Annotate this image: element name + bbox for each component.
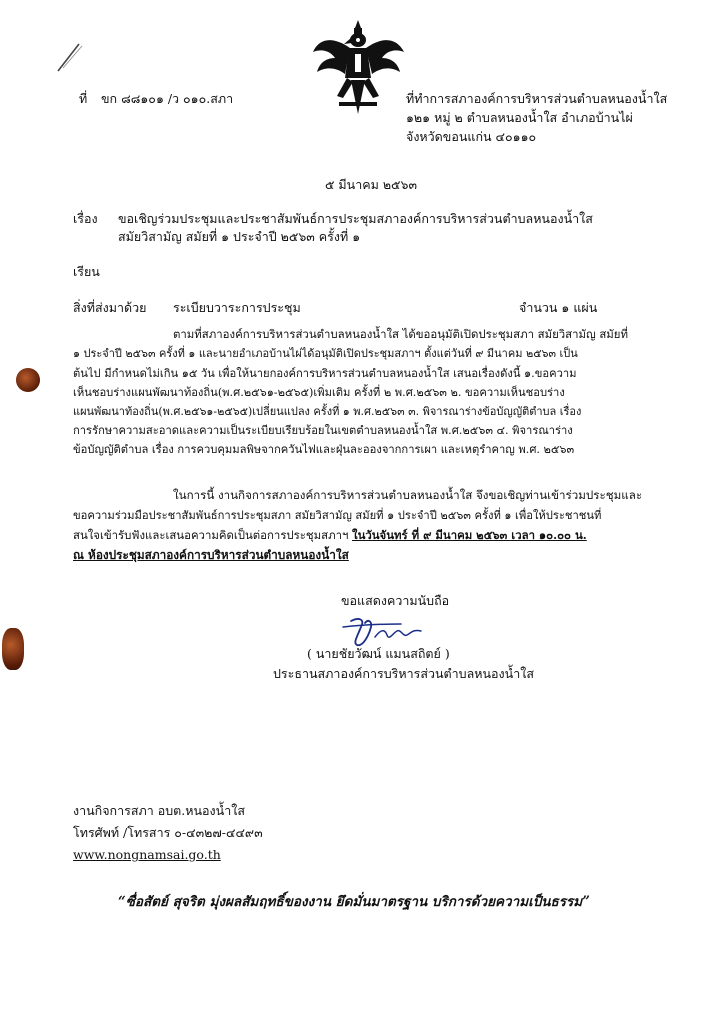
to-label: เรียน <box>73 264 100 279</box>
closing: ขอแสดงความนับถือ <box>341 593 450 608</box>
ref-number: ขก ๘๘๑๐๑ /ว ๐๑๐.สภา <box>101 91 234 106</box>
letter-date: ๕ มีนาคม ๒๕๖๓ <box>325 177 417 192</box>
garuda-emblem-icon <box>311 18 406 118</box>
footer-dept: งานกิจการสภา อบต.หนองน้ำใส <box>73 803 245 818</box>
paragraph1-line-5: แผนพัฒนาท้องถิ่น(พ.ศ.๒๕๖๑-๒๕๖๕)เปลี่ยนแปลง ครั้งที่ ๑ พ.ศ.๒๕๖๓ ๓. พิจารณาร่างข้อบัญญัติตำบล เรื่อง <box>73 405 582 418</box>
handwritten-signature <box>341 615 426 649</box>
paragraph2-line-3-text: สนใจเข้ารับฟังและเสนอความคิดเป็นต่อการประชุมสภาฯ <box>73 528 349 542</box>
paragraph1-line-6: การรักษาความสะอาดและความเป็นระเบียบเรียบร้อยในเขตตำบลหนองน้ำใส พ.ศ.๒๕๖๓ ๔. พิจารณาร่าง <box>73 424 573 437</box>
subject-label: เรื่อง <box>73 211 98 226</box>
enclosure-item: ระเบียบวาระการประชุม <box>173 300 301 315</box>
subject-line-1: ขอเชิญร่วมประชุมและประชาสัมพันธ์การประชุมสภาองค์การบริหารส่วนตำบลหนองน้ำใส <box>118 211 593 226</box>
paragraph2-line-2: ขอความร่วมมือประชาสัมพันธ์การประชุมสภา สมัยวิสามัญ สมัยที่ ๑ ประจำปี ๒๕๖๓ ครั้งที่ ๑ เพื่อให้ประชาชนที่ <box>73 509 602 522</box>
office-address-line-3: จังหวัดขอนแก่น ๔๐๑๑๐ <box>406 129 537 144</box>
enclosure-label: สิ่งที่ส่งมาด้วย <box>73 300 147 315</box>
paragraph1-line-7: ข้อบัญญัติตำบล เรื่อง การควบคุมมลพิษจากควันไฟและฝุ่นละอองจากการเผา และเหตุรำคาญ พ.ศ. ๒๕๖๓ <box>73 443 575 456</box>
subject-line-2: สมัยวิสามัญ สมัยที่ ๑ ประจำปี ๒๕๖๓ ครั้งที่ ๑ <box>118 229 361 244</box>
punch-hole-bottom <box>2 628 24 670</box>
paragraph1-line-1: ตามที่สภาองค์การบริหารส่วนตำบลหนองน้ำใส ได้ขออนุมัติเปิดประชุมสภา สมัยวิสามัญ สมัยที่ <box>173 327 628 341</box>
office-address-line-1: ที่ทำการสภาองค์การบริหารส่วนตำบลหนองน้ำใส <box>406 91 668 106</box>
paragraph2-line-1: ในการนี้ งานกิจการสภาองค์การบริหารส่วนตำบลหนองน้ำใส จึงขอเชิญท่านเข้าร่วมประชุมและ <box>173 488 643 502</box>
signer-title: ประธานสภาองค์การบริหารส่วนตำบลหนองน้ำใส <box>273 666 534 681</box>
meeting-location: ณ ห้องประชุมสภาองค์การบริหารส่วนตำบลหนองน้ำใส <box>73 548 349 562</box>
punch-hole-top <box>16 368 40 392</box>
footer-phone: โทรศัพท์ /โทรสาร ๐-๔๓๒๗-๔๔๙๓ <box>73 825 263 840</box>
office-address-line-2: ๑๒๑ หมู่ ๒ ตำบลหนองน้ำใส อำเภอบ้านไผ่ <box>406 110 633 125</box>
ref-label: ที่ <box>79 91 88 106</box>
motto: “ซื่อสัตย์ สุจริต มุ่งผลสัมฤทธิ์ของงาน ยึดมั่นมาตรฐาน บริการด้วยความเป็นธรรม” <box>118 894 590 910</box>
signer-name: ( นายชัยวัฒน์ แมนสถิตย์ ) <box>307 646 450 661</box>
footer-url[interactable]: www.nongnamsai.go.th <box>73 847 221 862</box>
paragraph1-line-4: เห็นชอบร่างแผนพัฒนาท้องถิ่น(พ.ศ.๒๕๖๑-๒๕๖๕)เพิ่มเติม ครั้งที่ ๒ พ.ศ.๒๕๖๓ ๒. ขอความเห็นชอบร่าง <box>73 386 565 399</box>
paragraph1-line-3: ต้นไป มีกำหนดไม่เกิน ๑๕ วัน เพื่อให้นายกองค์การบริหารส่วนตำบลหนองน้ำใส เสนอเรื่องดังนี้ ๑.ขอความ <box>73 367 577 380</box>
enclosure-count: จำนวน ๑ แผ่น <box>519 300 598 315</box>
paragraph1-line-2: ๑ ประจำปี ๒๕๖๓ ครั้งที่ ๑ และนายอำเภอบ้านไผ่ได้อนุมัติเปิดประชุมสภาฯ ตั้งแต่วันที่ ๙ มีนาคม ๒๕๖๓ เป็น <box>73 347 578 360</box>
meeting-datetime: ในวันจันทร์ ที่ ๙ มีนาคม ๒๕๖๓ เวลา ๑๐.๐๐ น. <box>352 528 587 542</box>
pen-mark <box>55 40 85 74</box>
paragraph2-line-3 <box>73 528 587 543</box>
